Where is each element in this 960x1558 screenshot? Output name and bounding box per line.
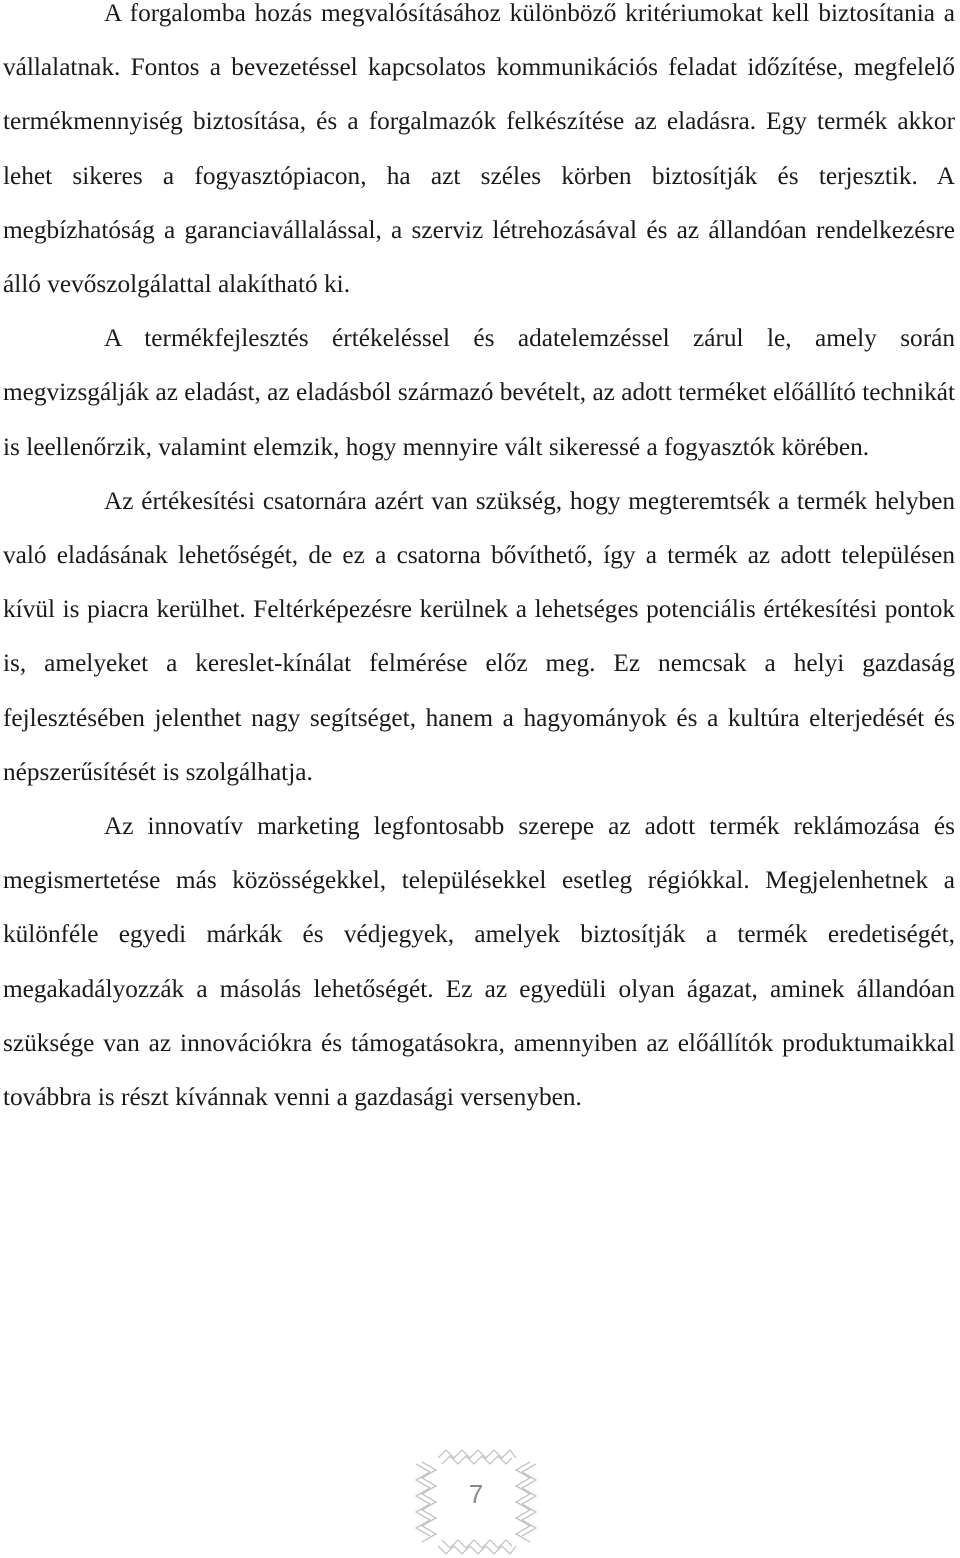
paragraph-product-development: A termékfejlesztés értékeléssel és adatelemzéssel zárul le, amely során megvizsgálják az eladást, az eladásból származó bevételt, az adott terméket előállító technikát is leellenőrzik, valamint elemzik, hogy mennyire vált sikeressé a fogyasztók körében. [3, 324, 955, 461]
document-body [3, 0, 955, 1124]
page-number-seal [400, 1448, 552, 1556]
page-number: 7 [468, 1479, 484, 1509]
paragraph-innovative-marketing: Az innovatív marketing legfontosabb szerepe az adott termék reklámozása és megismertetése más közösségekkel, településekkel esetleg régiókkal. Megjelenhetnek a különféle egyedi márkák és védjegyek, amelyek biztosítják a termék eredetiségét, megakadályozzák a másolás lehetőségét. Ez az egyedüli olyan ágazat, aminek állandóan szüksége van az innovációkra és támogatásokra, amennyiben az előállítók produktumaikkal továbbra is részt kívánnak venni a gazdasági versenyben. [3, 812, 955, 1112]
paragraph-sales-channel: Az értékesítési csatornára azért van szükség, hogy megteremtsék a termék helyben való eladásának lehetőségét, de ez a csatorna bővíthető, így a termék az adott településen kívül is piacra kerülhet. Feltérképezésre kerülnek a lehetséges potenciális értékesítési pontok is, amelyeket a kereslet-kínálat felmérése előz meg. Ez nemcsak a helyi gazdaság fejlesztésében jelenthet nagy segítséget, hanem a hagyományok és a kultúra elterjedését és népszerűsítését is szolgálhatja. [3, 486, 955, 786]
paragraph-product-launch: A forgalomba hozás megvalósításához különböző kritériumokat kell biztosítania a vállalatnak. Fontos a bevezetéssel kapcsolatos kommunikációs feladat időzítése, megfelelő termékmennyiség biztosítása, és a forgalmazók felkészítése az eladásra. Egy termék akkor lehet sikeres a fogyasztópiacon, ha azt széles körben biztosítják és terjesztik. A megbízhatóság a garanciavállalással, a szerviz létrehozásával és az állandóan rendelkezésre álló vevőszolgálattal alakítható ki. [3, 0, 955, 299]
